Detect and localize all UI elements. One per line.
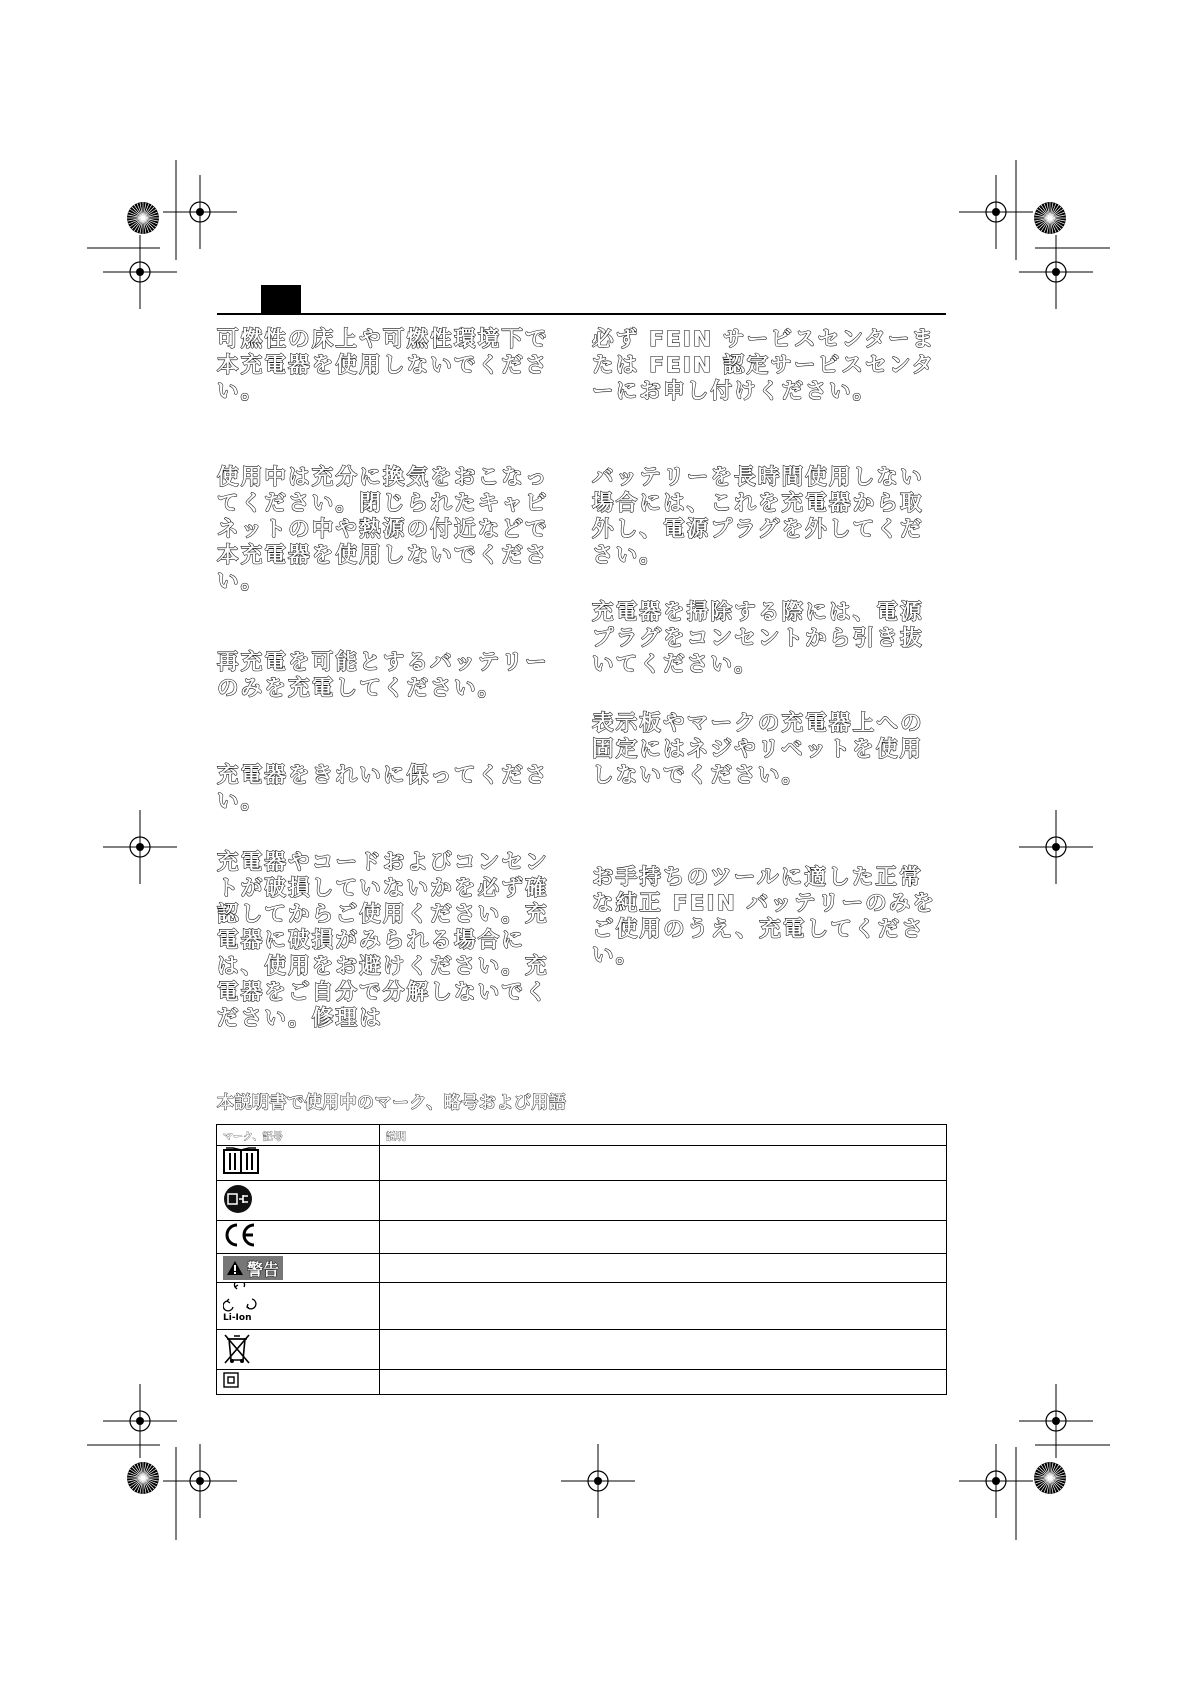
manual-book-icon	[223, 1160, 259, 1179]
language-tab	[261, 285, 301, 313]
paragraph-right-4: 表示板やマークの充電器上への固定にはネジやリベットを使用しないでください。	[592, 711, 924, 788]
paragraph-right-5: お手持ちのツールに適した正常な純正 FEIN バッテリーのみをご使用のうえ、充電してください。	[592, 865, 937, 968]
header-rule	[217, 313, 946, 315]
li-ion-label: Li-Ion	[223, 1313, 252, 1323]
paragraph-left-1: 可燃性の床上や可燃性環境下で本充電器を使用しないでください。	[217, 327, 549, 404]
table-row	[217, 1254, 947, 1283]
double-insulation-icon	[223, 1373, 239, 1392]
paragraph-right-1: 必ず FEIN サービスセンターまたは FEIN 認定サービスセンターにお申し付けください。	[592, 327, 936, 404]
description-cell	[380, 1254, 947, 1283]
description-cell	[380, 1370, 947, 1395]
symbols-table	[216, 1124, 947, 1395]
description-cell	[380, 1181, 947, 1221]
symbol-cell	[217, 1254, 380, 1283]
table-header-row	[217, 1125, 947, 1146]
unplug-icon	[223, 1199, 253, 1218]
description-cell	[380, 1221, 947, 1254]
weee-bin-icon	[223, 1349, 251, 1368]
table-row	[217, 1283, 947, 1330]
warning-triangle-icon	[226, 1260, 244, 1276]
table-row	[217, 1146, 947, 1181]
description-cell	[380, 1146, 947, 1181]
symbol-cell	[217, 1221, 380, 1254]
column-header-description: 説明	[380, 1125, 947, 1146]
paragraph-left-5: 充電器やコードおよびコンセントが破損していないかを必ず確認してからご使用ください。充電器に破損がみられる場合には、使用をお避けください。充電器をご自分で分解しないでください。修理は	[217, 850, 549, 1031]
symbol-cell	[217, 1370, 380, 1395]
warning-label-text: 警告	[247, 1259, 280, 1279]
table-row	[217, 1370, 947, 1395]
symbol-cell	[217, 1181, 380, 1221]
symbol-cell	[217, 1283, 380, 1330]
warning-label-icon	[223, 1256, 283, 1280]
description-cell	[380, 1330, 947, 1370]
symbol-cell	[217, 1330, 380, 1370]
table-row	[217, 1330, 947, 1370]
li-ion-recycle-icon	[223, 1283, 257, 1325]
paragraph-right-2: バッテリーを長時間使用しない場合には、これを充電器から取外し、電源プラグを外してください。	[592, 465, 924, 568]
table-row	[217, 1221, 947, 1254]
paragraph-left-4: 充電器をきれいに保ってください。	[217, 763, 549, 814]
section-title: 本説明書で使用中のマーク、略号および用語	[217, 1093, 567, 1113]
table-row	[217, 1181, 947, 1221]
paragraph-left-3: 再充電を可能とするバッテリーのみを充電してください。	[217, 650, 549, 701]
ce-mark-icon	[223, 1232, 257, 1251]
column-header-symbol: マーク、記号	[217, 1125, 380, 1146]
paragraph-left-2: 使用中は充分に換気をおこなってください。閉じられたキャビネットの中や熱源の付近などで本充電器を使用しないでください。	[217, 465, 549, 594]
description-cell	[380, 1283, 947, 1330]
paragraph-right-3: 充電器を掃除する際には、電源プラグをコンセントから引き抜いてください。	[592, 600, 924, 677]
symbol-cell	[217, 1146, 380, 1181]
